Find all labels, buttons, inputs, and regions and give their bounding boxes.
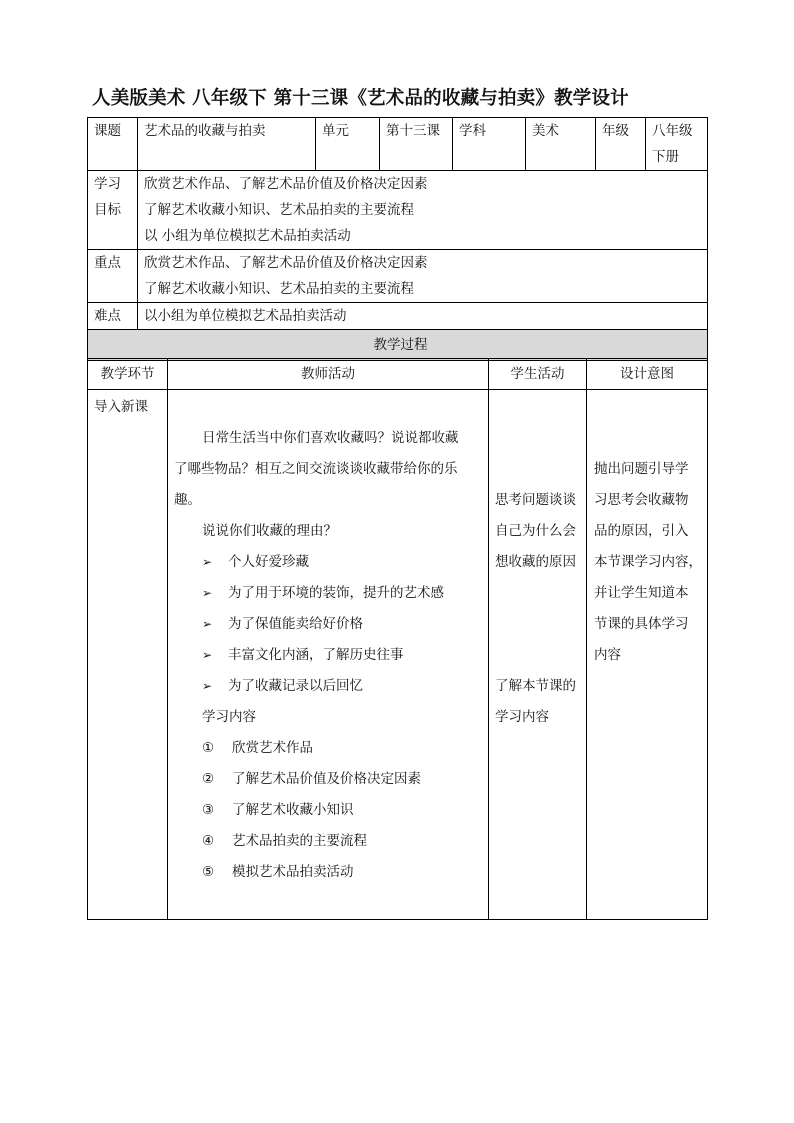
design-intent-line: 内容 [594,647,621,663]
student-activity-line: 思考问题谈谈 [495,492,576,508]
content-item: ⑤ 模拟艺术品拍卖活动 [202,864,354,880]
design-intent-line: 抛出问题引导学 [594,461,689,477]
bullet-arrow-icon: ➢ [202,648,213,662]
content-item: ② 了解艺术品价值及价格决定因素 [202,771,421,787]
grade-value [646,118,708,171]
topic-label: 课题 [88,118,138,171]
topic-value: 艺术品的收藏与拍卖 [138,118,316,171]
student-activity-line: 了解本节课的 [495,678,576,694]
page-title: 人美版美术 八年级下 第十三课《艺术品的收藏与拍卖》教学设计 [92,88,629,109]
goal-item: 以 小组为单位模拟艺术品拍卖活动 [144,228,351,244]
content-item: ① 欣赏艺术作品 [202,740,313,756]
lesson-info-table [87,117,708,361]
content-item: ③ 了解艺术收藏小知识 [202,802,354,818]
difficulty-label: 难点 [88,303,138,330]
teacher-intro-line: 日常生活当中你们喜欢收藏吗？说说都收藏 [202,430,459,446]
unit-value: 第十三课 [380,118,453,171]
goals-label-line2: 目标 [94,202,121,218]
reason-item: ➢ 丰富文化内涵，了解历史往事 [168,640,488,671]
teacher-activity-cell [168,390,489,920]
bullet-arrow-icon: ➢ [202,617,213,631]
student-activity-line: 学习内容 [495,709,549,725]
content-heading: 学习内容 [202,709,256,725]
reason-item: ➢ 为了用于环境的装饰，提升的艺术感 [168,578,488,609]
difficulty-value: 以小组为单位模拟艺术品拍卖活动 [138,303,708,330]
goals-label-line1: 学习 [94,176,121,192]
bullet-arrow-icon: ➢ [202,586,213,600]
design-intent-line: 习思考会收藏物 [594,492,689,508]
goal-item: 欣赏艺术作品、了解艺术品价值及价格决定因素 [144,176,428,192]
teacher-intro-line: 趣。 [174,492,201,508]
stage-label: 导入新课 [94,399,148,415]
stage-cell [88,390,168,920]
bullet-arrow-icon: ➢ [202,555,213,569]
reason-item: ➢ 为了收藏记录以后回忆 [168,671,488,702]
design-intent-line: 品的原因，引入 [594,523,689,539]
teacher-intro-line: 了哪些物品？相互之间交流谈谈收藏带给你的乐 [174,461,458,477]
teacher-question: 说说你们收藏的理由？ [202,523,337,539]
grade-label: 年级 [596,118,646,171]
design-intent-cell [587,390,708,920]
column-header-stage: 教学环节 [88,359,168,390]
key-label: 重点 [88,250,138,303]
design-intent-line: 并让学生知道本 [594,585,689,601]
goal-item: 了解艺术收藏小知识、艺术品拍卖的主要流程 [144,202,414,218]
column-header-student: 学生活动 [489,359,587,390]
bullet-arrow-icon: ➢ [202,679,213,693]
goals-label [88,171,138,250]
column-header-intent: 设计意图 [587,359,708,390]
unit-label: 单元 [316,118,380,171]
subject-label: 学科 [453,118,526,171]
reason-item: ➢ 为了保值能卖给好价格 [168,609,488,640]
process-heading: 教学过程 [88,330,708,361]
subject-value: 美术 [526,118,596,171]
content-item: ④ 艺术品拍卖的主要流程 [202,833,367,849]
student-activity-cell [489,390,587,920]
design-intent-line: 节课的具体学习 [594,616,689,632]
goals-list [138,171,708,250]
reason-item: ➢ 个人好爱珍藏 [168,547,488,578]
key-point-item: 了解艺术收藏小知识、艺术品拍卖的主要流程 [144,281,414,297]
student-activity-line: 想收藏的原因 [495,554,576,570]
grade-value-line1: 八年级 [652,123,693,139]
key-points-list [138,250,708,303]
grade-value-line2: 下册 [652,149,679,165]
process-table [87,358,708,920]
column-header-teacher: 教师活动 [168,359,489,390]
key-point-item: 欣赏艺术作品、了解艺术品价值及价格决定因素 [144,255,428,271]
student-activity-line: 自己为什么会 [495,523,576,539]
design-intent-line: 本节课学习内容， [594,554,702,570]
